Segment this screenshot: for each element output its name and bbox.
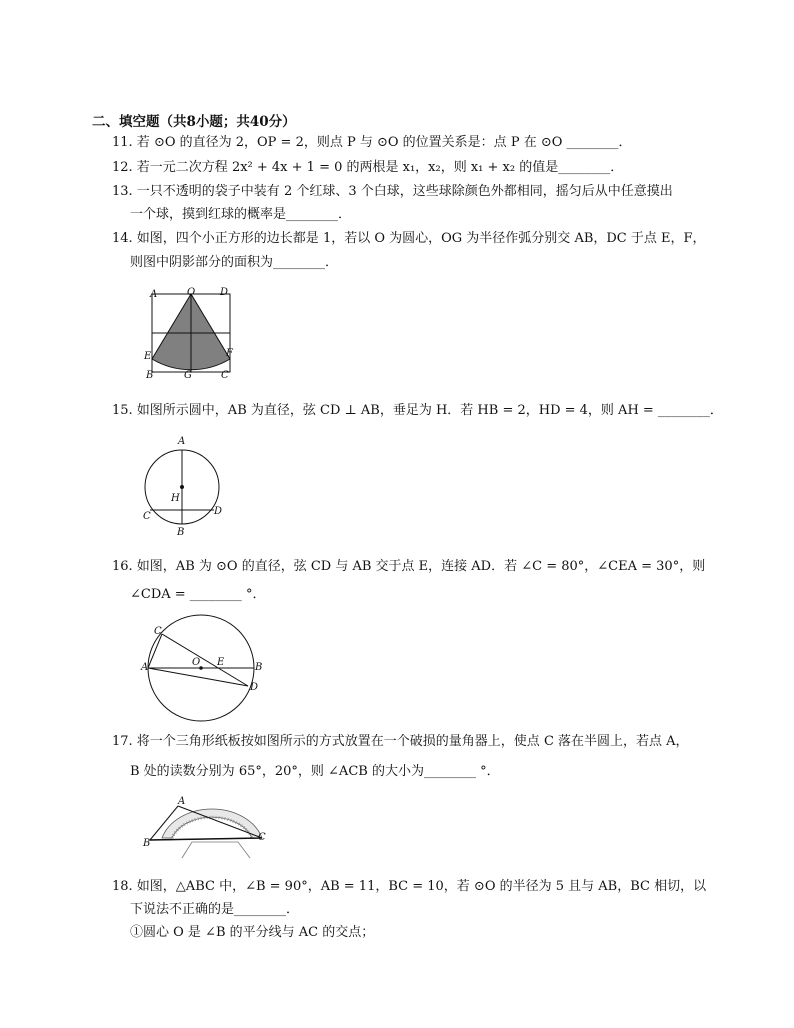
- figure-17-svg: [142, 796, 272, 860]
- label-G: G: [184, 370, 192, 381]
- label-C: C: [143, 511, 151, 522]
- label-E: E: [144, 351, 152, 362]
- label-A: A: [178, 436, 186, 447]
- question-14-line2: 则图中阴影部分的面积为________．: [130, 255, 339, 270]
- label-C: C: [221, 370, 229, 381]
- label-A: A: [150, 289, 158, 300]
- protractor-band: [162, 809, 262, 838]
- center-dot: [180, 485, 184, 489]
- question-11: 11. 若 ⊙O 的直径为 2，OP = 2，则点 P 与 ⊙O 的位置关系是：点 P 在 ⊙O ________．: [112, 135, 632, 150]
- label-F: F: [226, 348, 233, 359]
- protractor-broken-edge: [182, 842, 250, 858]
- label-D: D: [214, 506, 223, 517]
- label-E: E: [217, 657, 225, 668]
- figure-15: [140, 434, 240, 540]
- label-B: B: [146, 370, 154, 381]
- section-title: 二、填空题（共8小题；共40分）: [92, 114, 296, 130]
- question-17-line2: B 处的读数分别为 65°，20°，则 ∠ACB 的大小为________ °．: [130, 764, 500, 779]
- label-B: B: [177, 527, 185, 538]
- figure-14: [140, 284, 250, 384]
- label-C: C: [258, 832, 266, 843]
- label-O: O: [187, 287, 196, 298]
- question-12: 12. 若一元二次方程 2x² + 4x + 1 = 0 的两根是 x₁，x₂，则 x₁ + x₂ 的值是________．: [112, 160, 624, 175]
- label-A: A: [141, 662, 149, 673]
- figure-16: [140, 614, 270, 724]
- question-16-line1: 16. 如图，AB 为 ⊙O 的直径，弦 CD 与 AB 交于点 E，连接 AD．若 ∠C = 80°，∠CEA = 30°，则: [112, 559, 706, 574]
- question-17-line1: 17. 将一个三角形纸板按如图所示的方式放置在一个破损的量角器上，使点 C 落在半圆上，若点 A，: [112, 734, 689, 749]
- segment-AC: [148, 634, 162, 668]
- label-D: D: [220, 287, 229, 298]
- question-14-line1: 14. 如图，四个小正方形的边长都是 1，若以 O 为圆心，OG 为半径作弧分别交 AB，DC 于点 E，F，: [112, 231, 706, 246]
- question-18-option1: ①圆心 O 是 ∠B 的平分线与 AC 的交点；: [130, 925, 375, 940]
- label-H: H: [171, 493, 180, 504]
- figure-15-svg: [140, 434, 240, 540]
- figure-17: [142, 796, 272, 860]
- label-B: B: [143, 838, 151, 849]
- label-B: B: [255, 662, 263, 673]
- question-13-line1: 13. 一只不透明的袋子中装有 2 个红球、3 个白球，这些球除颜色外都相同，摇匀后从中任意摸出: [112, 184, 673, 199]
- label-C: C: [154, 626, 162, 637]
- label-A: A: [178, 796, 186, 807]
- question-18-line2: 下说法不正确的是________．: [130, 902, 300, 917]
- label-D: D: [250, 682, 259, 693]
- question-13-line2: 一个球，摸到红球的概率是________．: [130, 207, 352, 222]
- label-O: O: [192, 657, 201, 668]
- question-16-line2: ∠CDA = ________ °．: [130, 587, 266, 602]
- question-18-line1: 18. 如图，△ABC 中，∠B = 90°，AB = 11，BC = 10，若 ⊙O 的半径为 5 且与 AB，BC 相切，以: [112, 879, 707, 894]
- question-15: 15. 如图所示圆中，AB 为直径，弦 CD ⊥ AB，垂足为 H．若 HB = 2，HD = 4，则 AH = ________．: [112, 403, 723, 418]
